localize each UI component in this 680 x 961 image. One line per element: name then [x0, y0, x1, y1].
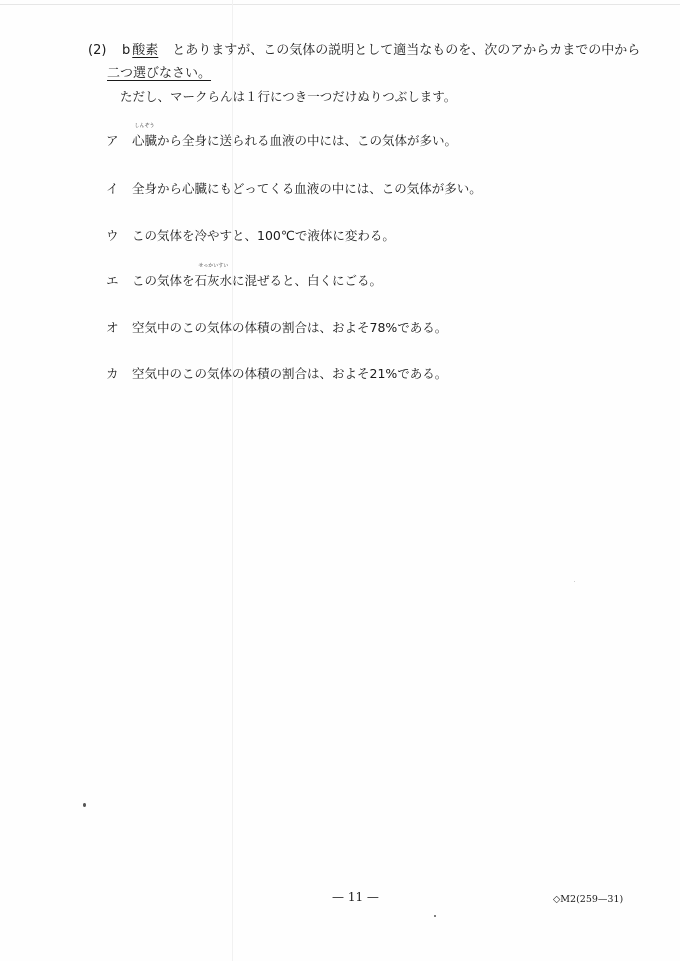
exam-code: ◇M2(259—31): [553, 894, 624, 905]
choice-ka: [106, 364, 447, 384]
choice-text: この気体を冷やすと、100℃で液体に変わる。: [132, 228, 395, 243]
question-number: (2): [88, 43, 107, 58]
question-keyword: 酸素: [132, 43, 159, 58]
ruby-limewater: [194, 263, 233, 291]
scan-speck: [434, 915, 436, 917]
choice-mark: ウ: [106, 228, 119, 243]
question-prompt-line2: 二つ選びなさい。: [107, 66, 212, 81]
choice-i: [106, 179, 482, 199]
choice-text: 空気中のこの気体の体積の割合は、およそ21%である。: [132, 366, 448, 381]
choice-text: 空気中のこの気体の体積の割合は、およそ78%である。: [132, 320, 448, 335]
ruby-base: 心臓: [132, 133, 158, 148]
choice-text: から全身に送られる血液の中には、この気体が多い。: [157, 133, 458, 148]
choice-mark: イ: [106, 181, 119, 196]
choice-mark: エ: [106, 273, 119, 288]
question-sub-label: b: [122, 43, 131, 58]
choice-a: [106, 123, 458, 151]
choice-text: 全身から心臓にもどってくる血液の中には、この気体が多い。: [132, 181, 482, 196]
choice-text-before: この気体を: [132, 273, 195, 288]
page-number: — 11 —: [332, 890, 379, 904]
choice-mark: ア: [106, 133, 119, 148]
question-note: ただし、マークらんは１行につき一つだけぬりつぶします。: [120, 89, 457, 104]
question-prompt: とありますが、この気体の説明として適当なものを、次のアからカまでの中から: [172, 43, 641, 58]
scan-speck: [83, 803, 86, 807]
choice-u: [106, 226, 395, 246]
choice-text: に混ぜると、白くにごる。: [232, 273, 383, 288]
choice-mark: オ: [106, 320, 119, 335]
ruby-base: 石灰水: [194, 273, 233, 288]
choice-o: [106, 318, 447, 338]
choice-mark: カ: [106, 366, 119, 381]
ruby-reading: せっかいすい: [198, 263, 229, 269]
scan-top-edge: [0, 4, 680, 5]
ruby-reading: しんぞう: [134, 123, 155, 129]
choice-e: [106, 263, 383, 291]
ruby-heart: [132, 123, 158, 151]
question-header: [88, 40, 640, 62]
scan-speck: [574, 581, 575, 582]
